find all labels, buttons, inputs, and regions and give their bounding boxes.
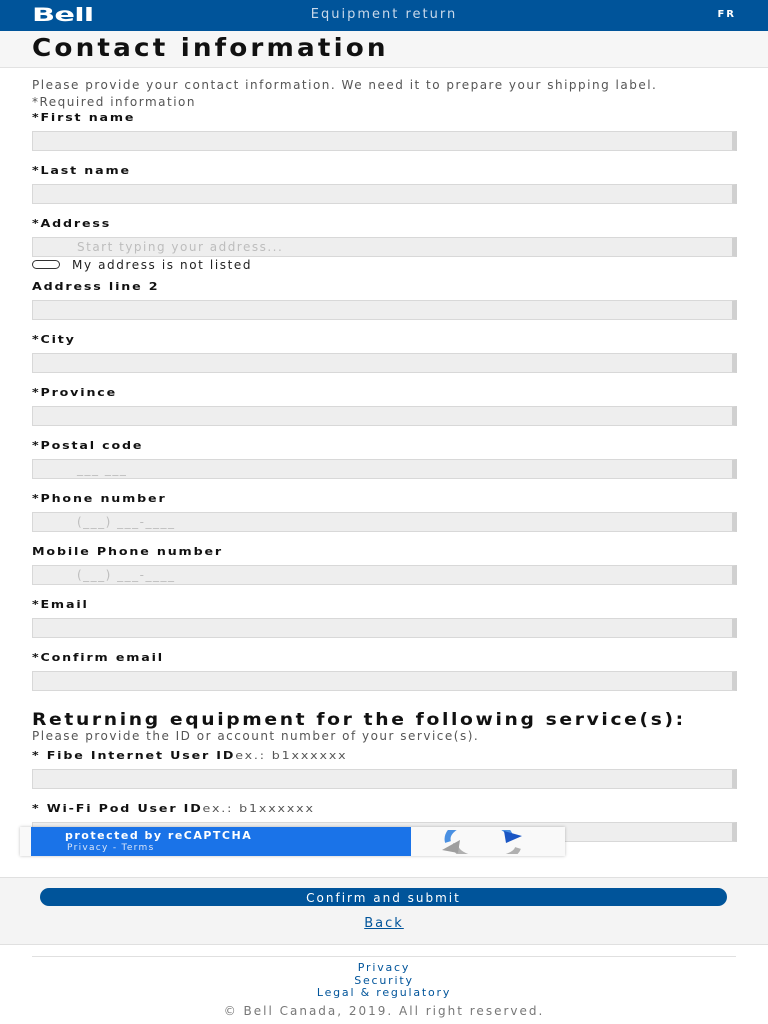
mobile-phone-input[interactable]: (___) ___-____ (32, 565, 737, 585)
fibe-id-label (32, 749, 768, 763)
address-not-listed-checkbox[interactable] (32, 260, 60, 269)
recaptcha-panel (31, 827, 411, 856)
province-select[interactable] (32, 406, 737, 426)
footer-link-legal[interactable]: Legal & regulatory (316, 986, 452, 999)
phone-label: *Phone number (32, 492, 167, 505)
first-name-input[interactable] (32, 131, 737, 151)
email-input[interactable] (32, 618, 737, 638)
page-header (0, 31, 768, 68)
address-group (32, 217, 737, 271)
page-title: Contact information (32, 33, 389, 62)
confirm-email-label: *Confirm email (32, 651, 164, 664)
footer-links (0, 962, 768, 1000)
fibe-id-input[interactable] (32, 769, 737, 789)
address-not-listed-row[interactable] (32, 258, 737, 271)
city-label: *City (32, 333, 76, 346)
bell-logo[interactable]: Bell (32, 4, 94, 26)
first-name-label: *First name (32, 111, 136, 124)
services-description: Please provide the ID or account number of your service(s). (32, 729, 480, 743)
back-link[interactable]: Back (364, 916, 404, 931)
fibe-id-group (32, 749, 737, 789)
copyright: © Bell Canada, 2019. All right reserved. (223, 1004, 545, 1018)
wifi-pod-id-hint: ex.: b1xxxxxx (202, 802, 315, 815)
footer (0, 943, 768, 1024)
footer-link-security[interactable]: Security (354, 973, 414, 987)
postal-code-label: *Postal code (32, 439, 144, 452)
fibe-id-hint: ex.: b1xxxxxx (235, 749, 348, 762)
required-note: *Required information (32, 95, 196, 109)
fibe-id-label-text: * Fibe Internet User ID (32, 749, 236, 762)
app-title: Equipment return (310, 7, 458, 22)
last-name-label: *Last name (32, 164, 131, 177)
postal-code-group (32, 439, 737, 479)
language-toggle[interactable]: FR (717, 9, 736, 20)
recaptcha-badge[interactable] (20, 827, 565, 856)
address-line2-group (32, 280, 737, 320)
email-group (32, 598, 737, 638)
intro-text: Please provide your contact information. We need it to prepare your shipping label. (32, 78, 658, 92)
phone-group (32, 492, 737, 532)
address-label: *Address (32, 217, 112, 230)
contact-form (0, 80, 768, 842)
province-group (32, 386, 737, 426)
address-line2-label: Address line 2 (32, 280, 160, 293)
services-title: Returning equipment for the following service(s): (32, 710, 686, 730)
last-name-group (32, 164, 737, 204)
wifi-pod-id-label (32, 802, 768, 816)
city-group (32, 333, 737, 373)
city-input[interactable] (32, 353, 737, 373)
footer-link-privacy[interactable]: Privacy (357, 961, 411, 974)
wifi-pod-id-label-text: * Wi-Fi Pod User ID (32, 802, 203, 815)
footer-divider (32, 956, 736, 957)
recaptcha-links[interactable]: Privacy - Terms (67, 843, 155, 853)
address-line2-input[interactable] (32, 300, 737, 320)
last-name-input[interactable] (32, 184, 737, 204)
phone-input[interactable]: (___) ___-____ (32, 512, 737, 532)
confirm-email-input[interactable] (32, 671, 737, 691)
mobile-phone-group (32, 545, 737, 585)
first-name-group (32, 111, 737, 151)
mobile-phone-label: Mobile Phone number (32, 545, 223, 558)
recaptcha-icon (440, 830, 526, 858)
top-bar (0, 0, 768, 31)
confirm-submit-button[interactable]: Confirm and submit (40, 888, 727, 906)
recaptcha-text: protected by reCAPTCHA (65, 829, 253, 842)
address-input[interactable]: Start typing your address... (32, 237, 737, 257)
province-label: *Province (32, 386, 118, 399)
address-not-listed-label[interactable]: My address is not listed (72, 257, 253, 272)
action-area (0, 877, 768, 945)
postal-code-input[interactable]: ___ ___ (32, 459, 737, 479)
confirm-email-group (32, 651, 737, 691)
email-label: *Email (32, 598, 89, 611)
